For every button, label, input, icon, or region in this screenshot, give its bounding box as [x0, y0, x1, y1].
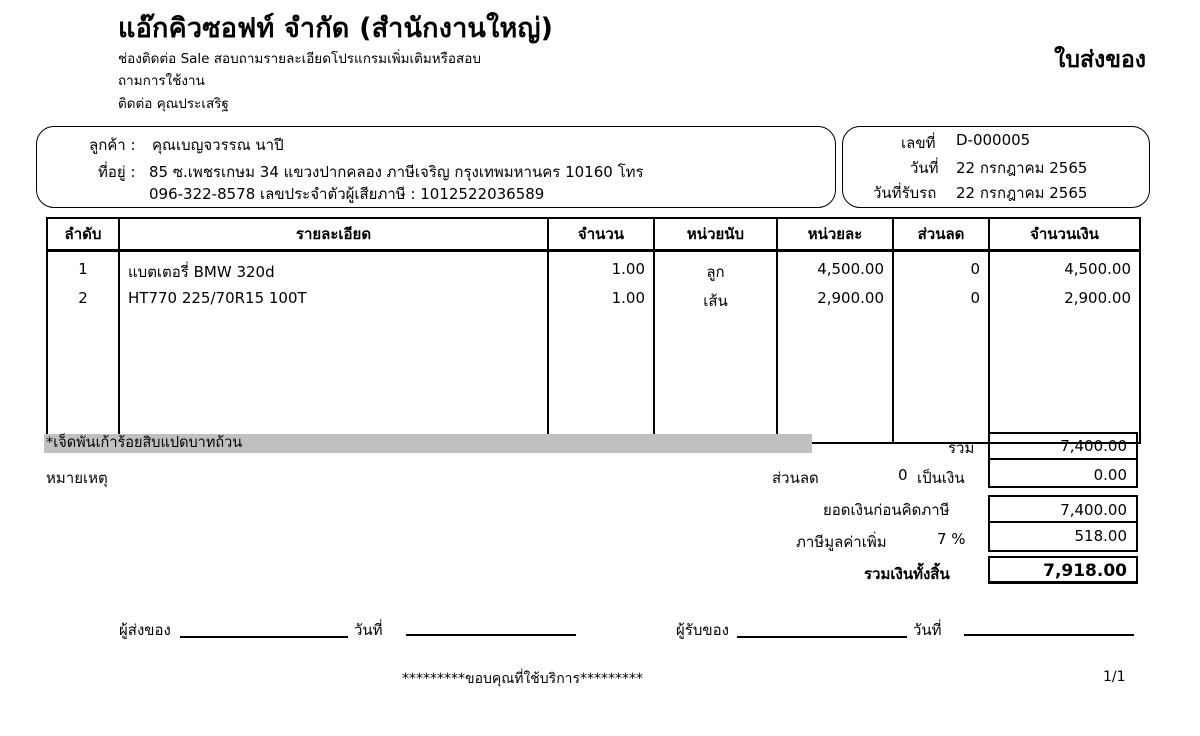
receiver-date-label: วันที่: [913, 621, 942, 639]
discount-value: 0: [898, 466, 908, 484]
col-header-no: ลำดับ: [47, 218, 119, 251]
company-name: แอ๊กคิวซอฟท์ จำกัด (สำนักงานใหญ่): [118, 13, 554, 44]
cell-discount: 0: [893, 287, 989, 316]
items-table: [46, 217, 1141, 444]
address-label: ที่อยู่ :: [98, 163, 136, 181]
cell-discount: 0: [893, 251, 989, 288]
page-number: 1/1: [1103, 669, 1126, 685]
address-line-2: 096-322-8578 เลขประจำตัวผู้เสียภาษี : 1012522036589: [149, 185, 545, 203]
cell-amount: 2,900.00: [989, 287, 1140, 316]
discount-amount: 0.00: [988, 458, 1138, 488]
discount-label: ส่วนลด: [772, 469, 819, 487]
sender-label: ผู้ส่งของ: [119, 621, 171, 639]
customer-name: คุณเบญจวรรณ นาปี: [152, 136, 284, 154]
col-header-unit: หน่วยนับ: [654, 218, 777, 251]
cell-no: 1: [47, 251, 119, 288]
doc-date-label: วันที่: [910, 159, 939, 177]
doc-date: 22 กรกฎาคม 2565: [956, 159, 1088, 177]
table-row: [47, 287, 1140, 316]
cell-amount: 4,500.00: [989, 251, 1140, 288]
col-header-quantity: จำนวน: [548, 218, 654, 251]
remark-label: หมายเหตุ: [46, 469, 108, 487]
pre-vat-label: ยอดเงินก่อนคิดภาษี: [823, 501, 950, 519]
customer-label: ลูกค้า :: [89, 136, 136, 154]
amount-in-words: *เจ็ดพันเก้าร้อยสิบแปดบาทถ้วน: [44, 434, 812, 453]
document-title: ใบส่งของ: [1054, 47, 1146, 73]
total-label: รวม: [948, 439, 975, 457]
address-line-1: 85 ซ.เพชรเกษม 34 แขวงปากคลอง ภาษีเจริญ กรุงเทพมหานคร 10160 โทร: [149, 163, 644, 181]
total-value: 7,400.00: [988, 432, 1138, 458]
sender-date-line: [406, 634, 576, 636]
col-header-discount: ส่วนลด: [893, 218, 989, 251]
doc-number-label: เลขที่: [901, 134, 936, 152]
company-contact-line-2: ถามการใช้งาน: [118, 73, 205, 89]
receiver-label: ผู้รับของ: [676, 621, 729, 639]
thank-you-note: *********ขอบคุณที่ใช้บริการ*********: [402, 671, 644, 687]
table-empty-space: [47, 316, 1140, 443]
company-contact-line-1: ช่องติดต่อ Sale สอบถามรายละเอียดโปรแกรมเพิ่มเติมหรือสอบ: [118, 51, 481, 67]
doc-number: D-000005: [956, 131, 1031, 149]
table-header-row: [47, 218, 1140, 251]
receiver-signature-line: [737, 636, 907, 638]
cell-no: 2: [47, 287, 119, 316]
discount-money-label: เป็นเงิน: [917, 469, 965, 487]
grand-total-label: รวมเงินทั้งสิ้น: [864, 565, 950, 583]
vat-amount: 518.00: [988, 523, 1138, 552]
cell-quantity: 1.00: [548, 287, 654, 316]
col-header-amount: จำนวนเงิน: [989, 218, 1140, 251]
table-row: [47, 251, 1140, 288]
cell-unit-price: 2,900.00: [777, 287, 893, 316]
cell-quantity: 1.00: [548, 251, 654, 288]
grand-total-amount: 7,918.00: [988, 556, 1138, 584]
sender-signature-line: [180, 636, 348, 638]
col-header-description: รายละเอียด: [119, 218, 548, 251]
vat-rate: 7 %: [937, 530, 966, 548]
cell-unit: เส้น: [654, 287, 777, 316]
receive-date-label: วันที่รับรถ: [873, 184, 937, 202]
receiver-date-line: [964, 634, 1134, 636]
cell-description: แบตเตอรี่ BMW 320d: [119, 251, 548, 288]
vat-label: ภาษีมูลค่าเพิ่ม: [796, 533, 887, 551]
pre-vat-amount: 7,400.00: [988, 495, 1138, 523]
cell-description: HT770 225/70R15 100T: [119, 287, 548, 316]
company-contact-line-3: ติดต่อ คุณประเสริฐ: [118, 96, 229, 112]
col-header-unit-price: หน่วยละ: [777, 218, 893, 251]
receive-date: 22 กรกฎาคม 2565: [956, 184, 1088, 202]
cell-unit-price: 4,500.00: [777, 251, 893, 288]
cell-unit: ลูก: [654, 251, 777, 288]
sender-date-label: วันที่: [354, 621, 383, 639]
